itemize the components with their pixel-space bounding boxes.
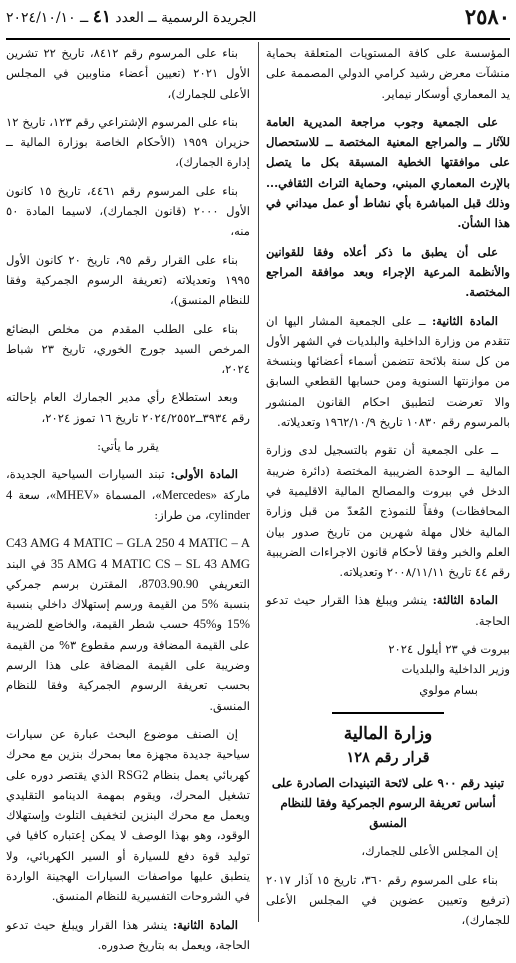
article-label: المادة الأولى: bbox=[170, 467, 239, 482]
article-text: ، من طراز: bbox=[154, 507, 209, 522]
issue-number: ٤١ bbox=[92, 7, 111, 27]
tariff-text: في البند التعريفي bbox=[6, 556, 250, 591]
decision-subject: تبنيد رقم ٩٠٠ على لائحة التبنيدات الصادرة على أساس تعريفة الرسوم الجمركية وفقا للنظام المنسق bbox=[271, 775, 505, 831]
tariff-paragraph bbox=[6, 533, 250, 716]
tariff-code: 8703.90.90 bbox=[141, 576, 199, 591]
tariff-text: و bbox=[216, 617, 223, 632]
right-column bbox=[266, 43, 510, 939]
article-label: المادة الثانية: bbox=[172, 917, 239, 932]
left-column bbox=[6, 43, 250, 963]
paragraph: وبعد استطلاع رأي مدير الجمارك العام بإحالته رقم ٣٩٣٤ــ٢٠٢٤/٢٥٥٢ تاريخ ١٦ تموز ٢٠٢٤، bbox=[6, 390, 250, 425]
article-label: المادة الثانية: bbox=[431, 313, 498, 328]
rate-value: 15% bbox=[226, 617, 250, 632]
decides-line: يقرر ما يأتي: bbox=[97, 439, 159, 454]
models-list: C43 AMG 4 MATIC – GLA 250 4 MATIC – A 35 AMG 4 MATIC CS – SL 43 AMG bbox=[6, 536, 251, 571]
section-divider bbox=[332, 712, 444, 714]
tariff-text: من القيمة ورسم إستهلاك داخلي بنسبة bbox=[6, 597, 197, 612]
article-2-left bbox=[6, 915, 250, 956]
page-header bbox=[6, 4, 510, 36]
paragraph: إن المجلس الأعلى للجمارك، bbox=[361, 844, 498, 859]
classification-text: إن الصنف موضوع البحث عبارة عن سيارات سياحية جديدة مجهزة معا بمحرك بنزين مع محرك كهربائي يعمل بنظام bbox=[6, 726, 251, 782]
model-name: «MHEV» bbox=[49, 487, 100, 502]
article-text: ينشر هذا القرار ويبلغ حيث تدعو الحاجة، ويعمل به بتاريخ صدوره. bbox=[6, 917, 250, 952]
column-divider bbox=[258, 42, 259, 922]
article-2 bbox=[266, 311, 510, 433]
classification-paragraph bbox=[6, 724, 250, 907]
article-1 bbox=[6, 464, 250, 525]
gazette-title bbox=[6, 7, 256, 27]
cylinder-spec: 4 cylinder bbox=[6, 487, 250, 522]
rate-value: 5% bbox=[201, 597, 219, 612]
paragraph: بناء على القرار رقم ٩٥، تاريخ ٢٠ كانون الأول ١٩٩٥ وتعديلاته (تعريفة الرسوم الجمركية وفقا للنظام المنسق)، bbox=[6, 252, 250, 308]
brand-name: «Mercedes» bbox=[155, 487, 217, 502]
tariff-text: حسب شطر القيمة، والخاضع للضريبة على القيمة المضافة ورسم مقطوع ٣% من القيمة وضريبة على القيمة المضافة على هذا الرسم بحسب تعريفة الرسوم الجمركية وفقا للنظام المنسق. bbox=[6, 617, 250, 713]
decision-number: قرار رقم ١٢٨ bbox=[346, 749, 430, 767]
article-text: ينشر ويبلغ هذا القرار حيث تدعو الحاجة. bbox=[266, 593, 510, 628]
paragraph-bold: على أن يطبق ما ذكر أعلاه وفقا للقوانين والأنظمة المرعية الإجراء وبعد موافقة المراجع المختصة. bbox=[266, 244, 510, 300]
signer-role: وزير الداخلية والبلديات bbox=[401, 662, 510, 677]
system-code: RSG2 bbox=[117, 767, 149, 782]
header-rule bbox=[6, 38, 510, 40]
article-text: ، سعة bbox=[18, 487, 50, 502]
paragraph: بناء على المرسوم رقم ٣٦٠، تاريخ ١٥ آذار ٢٠١٧ (ترفيع وتعيين عضوين في المجلس الأعلى للجمارك)، bbox=[266, 872, 510, 928]
article-text: تبند السيارات السياحية الجديدة، ماركة bbox=[6, 467, 251, 502]
ministry-title: وزارة المالية bbox=[343, 723, 433, 744]
page-number: ٢٥٨٠ bbox=[464, 4, 510, 29]
paragraph: المؤسسة على كافة المستويات المتعلقة بحماية منشآت معرض رشيد كرامي الدولي المصممة على يد المعماري أوسكار نيماير. bbox=[266, 46, 510, 101]
rate-value: 45% bbox=[193, 617, 217, 632]
paragraph-bold: على الجمعية وجوب مراجعة المديرية العامة للآثار ــ والمراجع المعنية المختصة ــ للاستحصال على موافقتها الخطية المسبقة بكل ما يتصل بالإرث المعماري المبني، وحماية التراث الثقافي... وذلك قبل المباشرة بأي نشاط أو عمل ميداني في هذا الشأن. bbox=[266, 114, 510, 231]
classification-text: الذي يقتصر دوره على تشغيل المحرك، ويقوم بمهمة الدينامو التقليدي ويعمل مع محرك البنزين لتخفيف التلوث وإستهلاك الوقود، وهو بهذا الوصف لا يمكن إعتباره كافيا في توليد قوة دفع للسيارة أو السير الكهربائي، ولا ينطبق عليها مواصفات السيارات الهجينة الواردة في الشروحات التفسيرية للنظام المنسق. bbox=[6, 767, 250, 904]
signer-name: بسام مولوي bbox=[419, 682, 478, 697]
place-date: بيروت في ٢٣ أيلول ٢٠٢٤ bbox=[388, 642, 510, 657]
article-3 bbox=[266, 590, 510, 631]
article-text: ، المسماة bbox=[105, 487, 156, 502]
tariff-text: ، المقترن برسم جمركي بنسبة bbox=[6, 576, 251, 612]
article-text: ــ على الجمعية المشار اليها ان تتقدم من وزارة الداخلية والبلديات في الشهر الأول من كل سنة بلائحة تتضمن أسماء أعضائها وبنسخة من موازنتها السنوية ومن حسابها القطعي السابق والا تعرضت لتطبيق احكام القانون المنشور بالمرسوم رقم ١٠٨٣٠ تاريخ ١٩٦٢/١٠/٩ وتعديلاته. bbox=[266, 313, 510, 430]
paragraph: بناء على الطلب المقدم من مخلص البضائع المرخص السيد جورج الخوري، تاريخ ٢٣ شباط ٢٠٢٤، bbox=[6, 321, 251, 377]
article-label: المادة الثالثة: bbox=[432, 593, 499, 608]
paragraph: بناء على المرسوم الإشتراعي رقم ١٢٣، تاريخ ١٢ حزيران ١٩٥٩ (الأحكام الخاصة بوزارة المالية ــ إدارة الجمارك)، bbox=[6, 114, 250, 170]
paragraph: ــ على الجمعية أن تقوم بالتسجيل لدى وزارة المالية ــ الوحدة الضريبية المختصة (دائرة ضريبة الدخل في بيروت والمصالح المالية الاقليمية في المحافظات) وفقاً للنموذج المُعدّ من قبل وزارة المالية خلال مهلة شهرين من تاريخ صدور بيان العلم والخبر وفقا لأحكام قانون الاجراءات الضريبية رقم ٤٤ تاريخ ٢٠٠٨/١١/١١ وتعديلاته. bbox=[266, 443, 510, 580]
gazette-name: الجريدة الرسمية ــ العدد bbox=[115, 10, 257, 26]
issue-date: ــ ٢٠٢٤/١٠/١٠ bbox=[6, 10, 89, 26]
paragraph: بناء على المرسوم رقم ٤٤٦١، تاريخ ١٥ كانون الأول ٢٠٠٠ (قانون الجمارك)، لاسيما المادة ٥٠ منه، bbox=[6, 183, 251, 239]
paragraph: بناء على المرسوم رقم ٨٤١٢، تاريخ ٢٢ تشرين الأول ٢٠٢١ (تعيين أعضاء مناوبين في المجلس الأعلى للجمارك)، bbox=[6, 46, 250, 101]
